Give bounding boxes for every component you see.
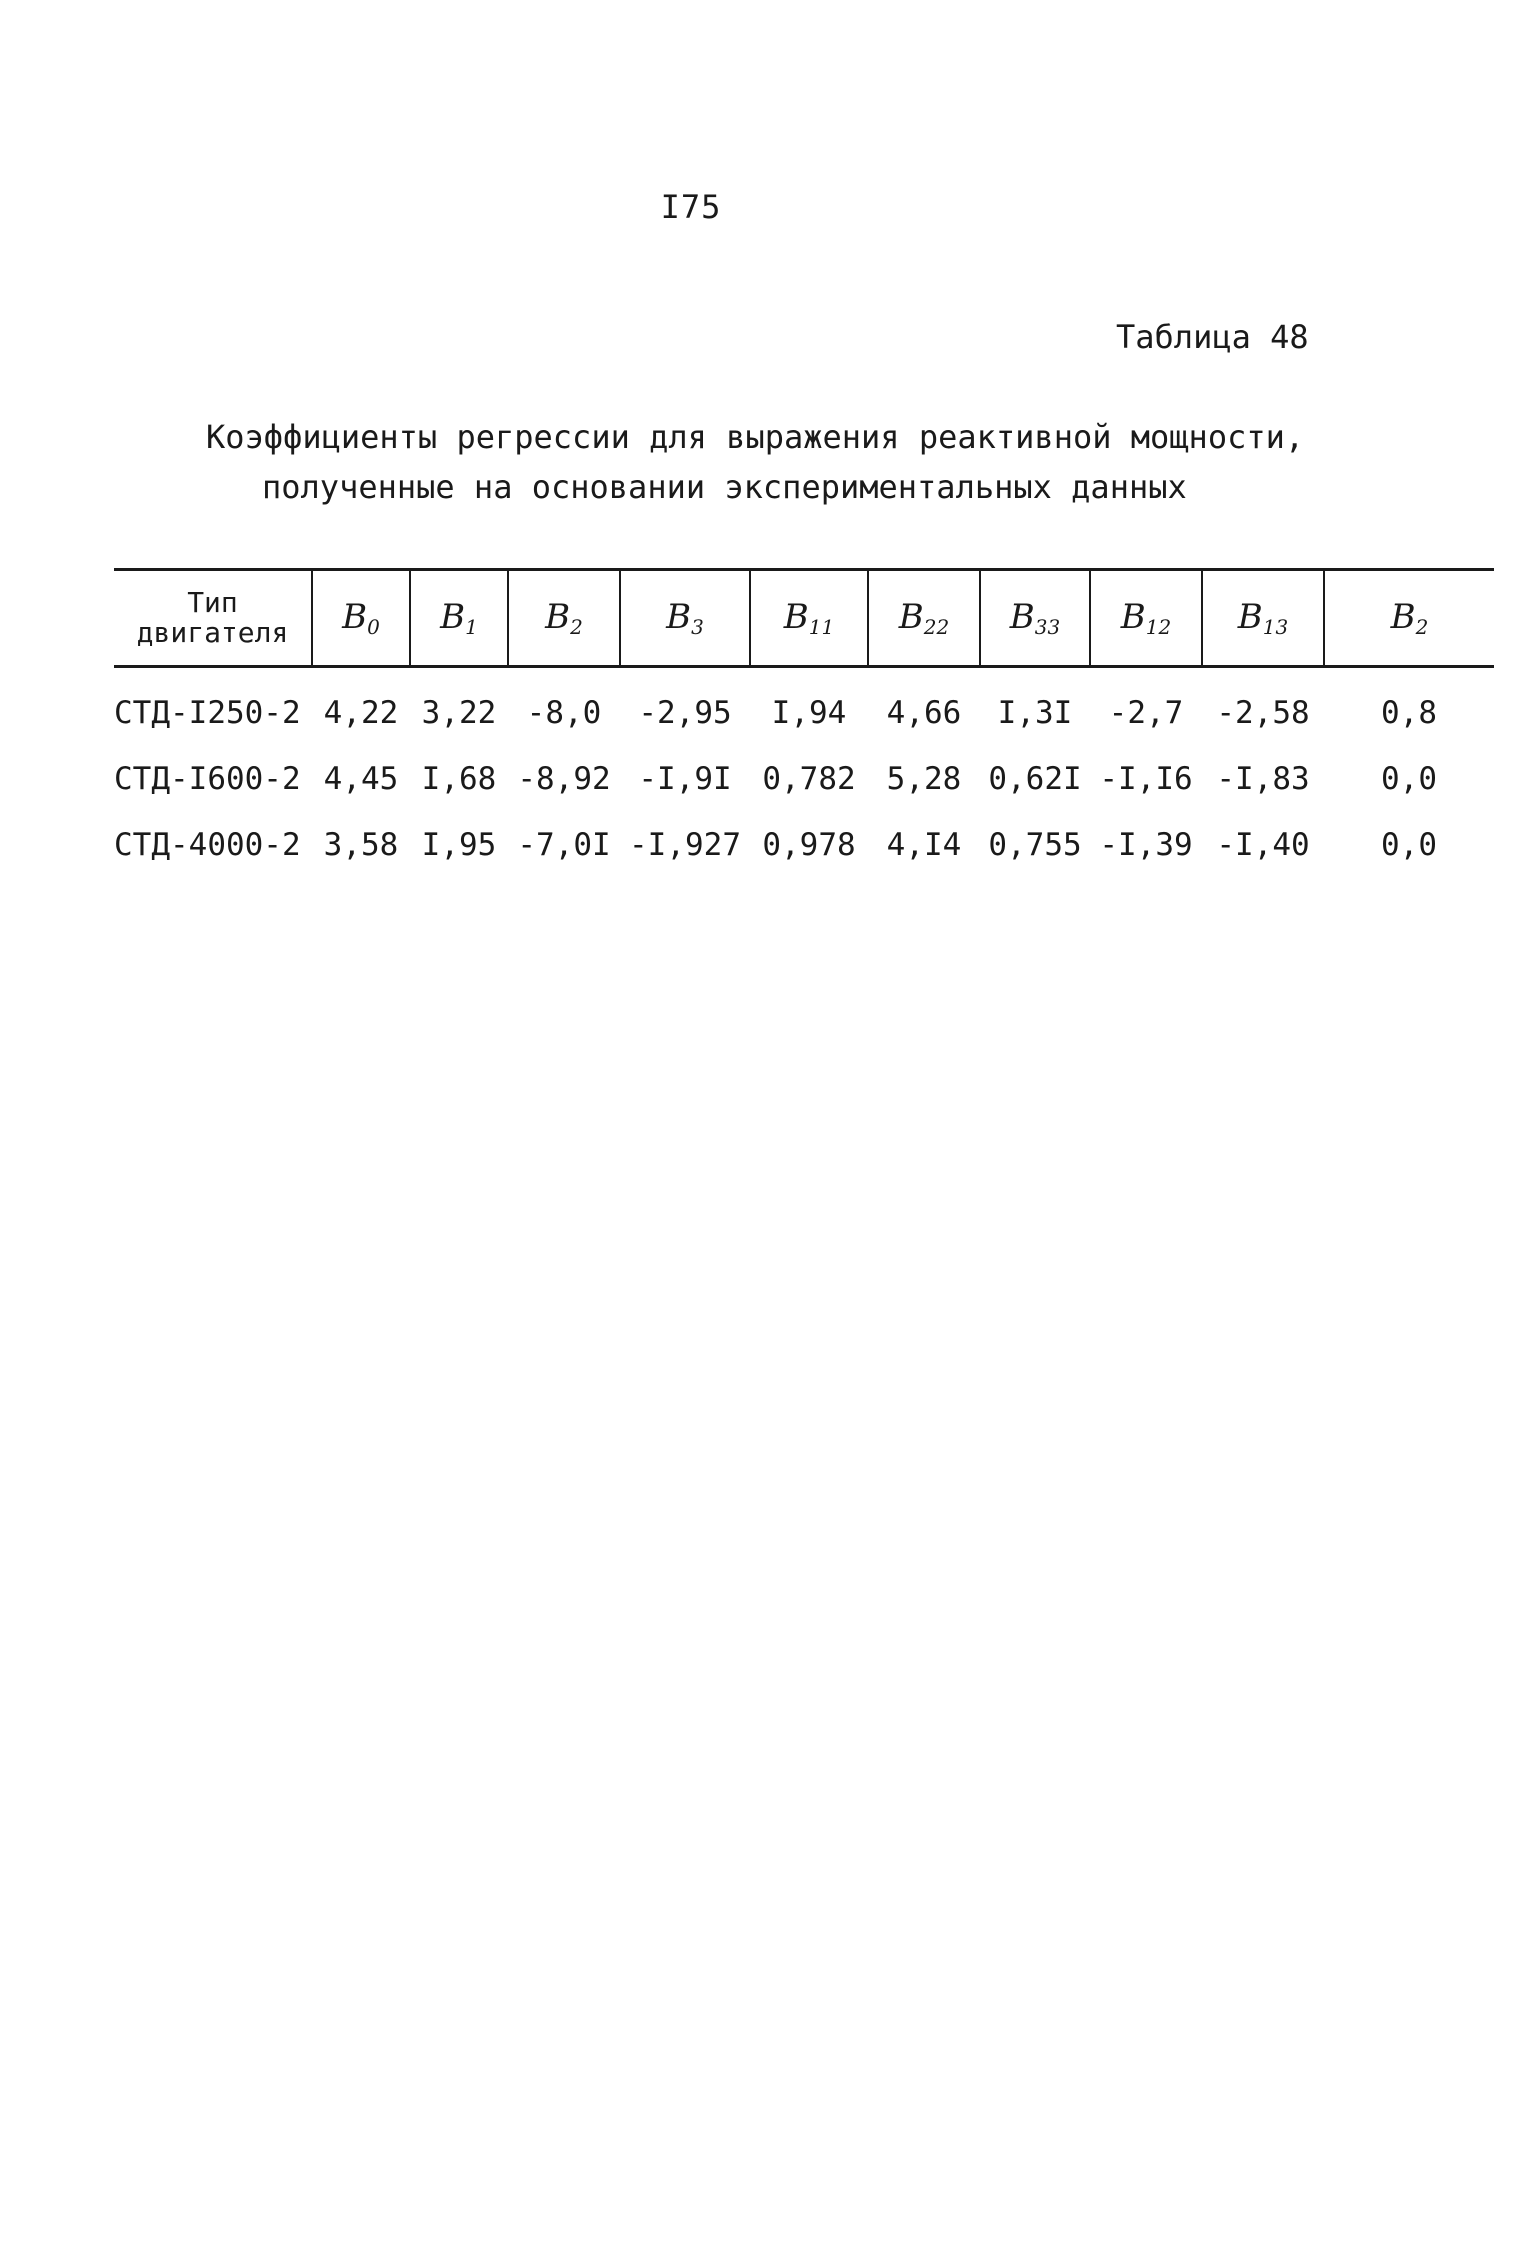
table-row xyxy=(114,667,1494,747)
cell-b1: 3,22 xyxy=(421,695,497,731)
header-b12-base: B xyxy=(1120,597,1146,637)
header-b2-sub: 2 xyxy=(570,615,583,639)
cell-b22: 5,28 xyxy=(886,761,962,797)
header-b12-sub: 12 xyxy=(1145,615,1172,639)
cell-b2-cut: 0,0 xyxy=(1381,761,1437,797)
header-b1-sub: 1 xyxy=(465,615,478,639)
cell-b22: 4,I4 xyxy=(886,827,962,863)
header-b13 xyxy=(1202,570,1324,667)
header-engine-type-line-1: Тип xyxy=(187,586,238,619)
cell-b33: 0,755 xyxy=(988,827,1082,863)
table-row xyxy=(114,746,1494,812)
caption-line-1: Коэффициенты регрессии для выражения реактивной мощности, xyxy=(206,418,1305,456)
cell-b2: -8,92 xyxy=(517,761,611,797)
cell-b22: 4,66 xyxy=(886,695,962,731)
header-b11-base: B xyxy=(783,597,809,637)
header-b1 xyxy=(410,570,508,667)
header-b3-base: B xyxy=(666,597,692,637)
cell-b11: 0,978 xyxy=(762,827,856,863)
cell-b11: 0,782 xyxy=(762,761,856,797)
header-b13-base: B xyxy=(1237,597,1263,637)
cell-b3: -I,927 xyxy=(629,827,741,863)
header-b11-sub: 11 xyxy=(808,615,835,639)
header-engine-type-line-2: двигателя xyxy=(136,616,289,649)
caption-line-2: полученные на основании экспериментальных данных xyxy=(262,468,1187,506)
cell-b0: 3,58 xyxy=(323,827,399,863)
regression-table-container xyxy=(114,568,1437,868)
cell-b0: 4,45 xyxy=(323,761,399,797)
header-b22 xyxy=(868,570,980,667)
header-b12 xyxy=(1090,570,1202,667)
header-b2-base: B xyxy=(545,597,571,637)
cell-b3: -I,9I xyxy=(638,761,732,797)
cell-b1: I,68 xyxy=(421,761,497,797)
header-b11 xyxy=(750,570,868,667)
cell-b2: -7,0I xyxy=(517,827,611,863)
header-b2 xyxy=(508,570,620,667)
header-b33-sub: 33 xyxy=(1034,615,1061,639)
header-b0 xyxy=(312,570,410,667)
header-b2-cut-base: B xyxy=(1390,597,1416,637)
cell-engine-type: СТД-I250-2 xyxy=(114,695,301,731)
header-b2-cut xyxy=(1324,570,1494,667)
regression-coefficients-table xyxy=(114,568,1494,878)
header-b3 xyxy=(620,570,750,667)
table-label: Таблица 48 xyxy=(1116,318,1309,356)
cell-b2: -8,0 xyxy=(526,695,602,731)
page-number: I75 xyxy=(660,188,722,226)
cell-b2-cut: 0,0 xyxy=(1381,827,1437,863)
table-row xyxy=(114,812,1494,878)
cell-b13: -I,83 xyxy=(1216,761,1310,797)
cell-b12: -I,I6 xyxy=(1099,761,1193,797)
cell-engine-type: СТД-I600-2 xyxy=(114,761,301,797)
cell-b12: -2,7 xyxy=(1108,695,1184,731)
header-b0-base: B xyxy=(342,597,368,637)
cell-b3: -2,95 xyxy=(638,695,732,731)
cell-b13: -2,58 xyxy=(1216,695,1310,731)
header-b22-sub: 22 xyxy=(923,615,950,639)
cell-b0: 4,22 xyxy=(323,695,399,731)
cell-engine-type: СТД-4000-2 xyxy=(114,827,301,863)
header-b2-cut-sub: 2 xyxy=(1415,615,1429,639)
table-caption xyxy=(0,412,1534,512)
header-b33 xyxy=(980,570,1090,667)
header-b22-base: B xyxy=(898,597,924,637)
cell-b2-cut: 0,8 xyxy=(1381,695,1437,731)
header-b13-sub: 13 xyxy=(1262,615,1289,639)
header-b0-sub: 0 xyxy=(367,615,380,639)
header-b33-base: B xyxy=(1009,597,1035,637)
header-b3-sub: 3 xyxy=(691,615,704,639)
cell-b33: 0,62I xyxy=(988,761,1082,797)
cell-b1: I,95 xyxy=(421,827,497,863)
cell-b33: I,3I xyxy=(997,695,1073,731)
cell-b11: I,94 xyxy=(771,695,847,731)
header-engine-type xyxy=(114,570,312,667)
table-header-row xyxy=(114,570,1494,667)
cell-b13: -I,40 xyxy=(1216,827,1310,863)
cell-b12: -I,39 xyxy=(1099,827,1193,863)
header-b1-base: B xyxy=(440,597,466,637)
